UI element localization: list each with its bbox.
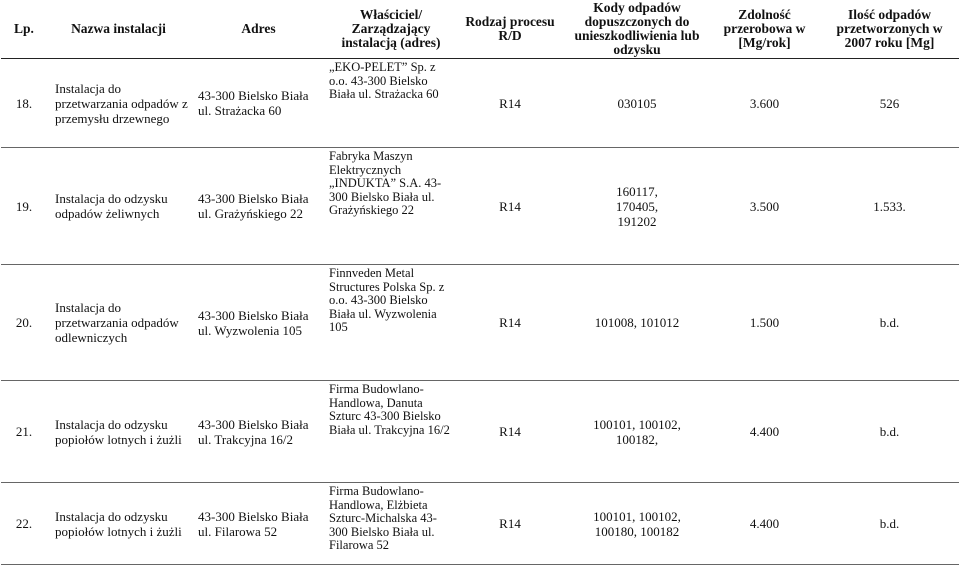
cell-wlasciciel: Finnveden Metal Structures Polska Sp. z o.o. 43-300 Bielsko Biała ul. Wyzwolenia 105 [327, 265, 455, 381]
cell-nazwa: Instalacja do przetwarzania odpadów z przemysłu drzewnego [47, 59, 190, 148]
table-row [1, 483, 959, 565]
cell-ilosc: b.d. [820, 265, 959, 381]
header-ilosc: Ilość odpadów przetworzonych w 2007 roku [Mg] [820, 0, 959, 59]
cell-ilosc: b.d. [820, 381, 959, 483]
cell-rodzaj: R14 [455, 483, 565, 565]
cell-lp: 20. [1, 265, 47, 381]
header-row [1, 0, 959, 59]
header-lp: Lp. [1, 0, 47, 59]
cell-rodzaj: R14 [455, 59, 565, 148]
header-kody: Kody odpadów dopuszczonych do unieszkodliwienia lub odzysku [565, 0, 709, 59]
installations-table [1, 0, 959, 565]
adres-city: 43-300 Bielsko Biała [198, 416, 309, 432]
table-row [1, 148, 959, 265]
cell-kody: 030105 [565, 59, 709, 148]
cell-wlasciciel: Firma Budowlano-Handlowa, Elżbieta Szturc-Michalska 43-300 Bielsko Biała ul. Filarowa 52 [327, 483, 455, 565]
cell-lp: 19. [1, 148, 47, 265]
adres-city: 43-300 Bielsko Biała [198, 508, 309, 524]
cell-zdolnosc: 3.500 [709, 148, 820, 265]
cell-nazwa: Instalacja do odzysku popiołów lotnych i żużli [47, 381, 190, 483]
adres-city: 43-300 Bielsko Biała [198, 191, 309, 206]
cell-rodzaj: R14 [455, 265, 565, 381]
cell-nazwa: Instalacja do odzysku popiołów lotnych i żużli [47, 483, 190, 565]
cell-adres [190, 483, 327, 565]
cell-kody: 100101, 100102, 100180, 100182 [565, 483, 709, 565]
adres-street: ul. Trakcyjna 16/2 [198, 431, 293, 447]
cell-ilosc: b.d. [820, 483, 959, 565]
header-wlasciciel: Właściciel/ Zarządzający instalacją (adres) [327, 0, 455, 59]
cell-nazwa: Instalacja do przetwarzania odpadów odlewniczych [47, 265, 190, 381]
cell-wlasciciel: Fabryka Maszyn Elektrycznych „INDUKTA” S.A. 43-300 Bielsko Biała ul. Grażyńskiego 22 [327, 148, 455, 265]
cell-kody: 160117, 170405, 191202 [565, 148, 709, 265]
cell-rodzaj: R14 [455, 148, 565, 265]
adres-street: ul. Strażacka 60 [198, 103, 282, 118]
cell-adres [190, 148, 327, 265]
cell-adres [190, 59, 327, 148]
cell-lp: 18. [1, 59, 47, 148]
adres-street: ul. Wyzwolenia 105 [198, 322, 303, 338]
adres-city: 43-300 Bielsko Biała [198, 307, 309, 323]
cell-zdolnosc: 4.400 [709, 483, 820, 565]
adres-street: ul. Grażyńskiego 22 [198, 206, 304, 221]
header-zdolnosc: Zdolność przerobowa w [Mg/rok] [709, 0, 820, 59]
adres-city: 43-300 Bielsko Biała [198, 88, 309, 103]
cell-lp: 22. [1, 483, 47, 565]
cell-lp: 21. [1, 381, 47, 483]
cell-zdolnosc: 3.600 [709, 59, 820, 148]
cell-adres [190, 381, 327, 483]
table-row [1, 59, 959, 148]
cell-wlasciciel: Firma Budowlano-Handlowa, Danuta Szturc 43-300 Bielsko Biała ul. Trakcyjna 16/2 [327, 381, 455, 483]
cell-ilosc: 1.533. [820, 148, 959, 265]
cell-nazwa: Instalacja do odzysku odpadów żeliwnych [47, 148, 190, 265]
cell-kody: 100101, 100102, 100182, [565, 381, 709, 483]
cell-zdolnosc: 4.400 [709, 381, 820, 483]
cell-ilosc: 526 [820, 59, 959, 148]
table-row [1, 265, 959, 381]
header-rodzaj: Rodzaj procesu R/D [455, 0, 565, 59]
adres-street: ul. Filarowa 52 [198, 523, 278, 539]
cell-zdolnosc: 1.500 [709, 265, 820, 381]
cell-kody: 101008, 101012 [565, 265, 709, 381]
header-nazwa: Nazwa instalacji [47, 0, 190, 59]
header-adres: Adres [190, 0, 327, 59]
table-row [1, 381, 959, 483]
cell-rodzaj: R14 [455, 381, 565, 483]
cell-adres [190, 265, 327, 381]
cell-wlasciciel: „EKO-PELET” Sp. z o.o. 43-300 Bielsko Biała ul. Strażacka 60 [327, 59, 455, 148]
